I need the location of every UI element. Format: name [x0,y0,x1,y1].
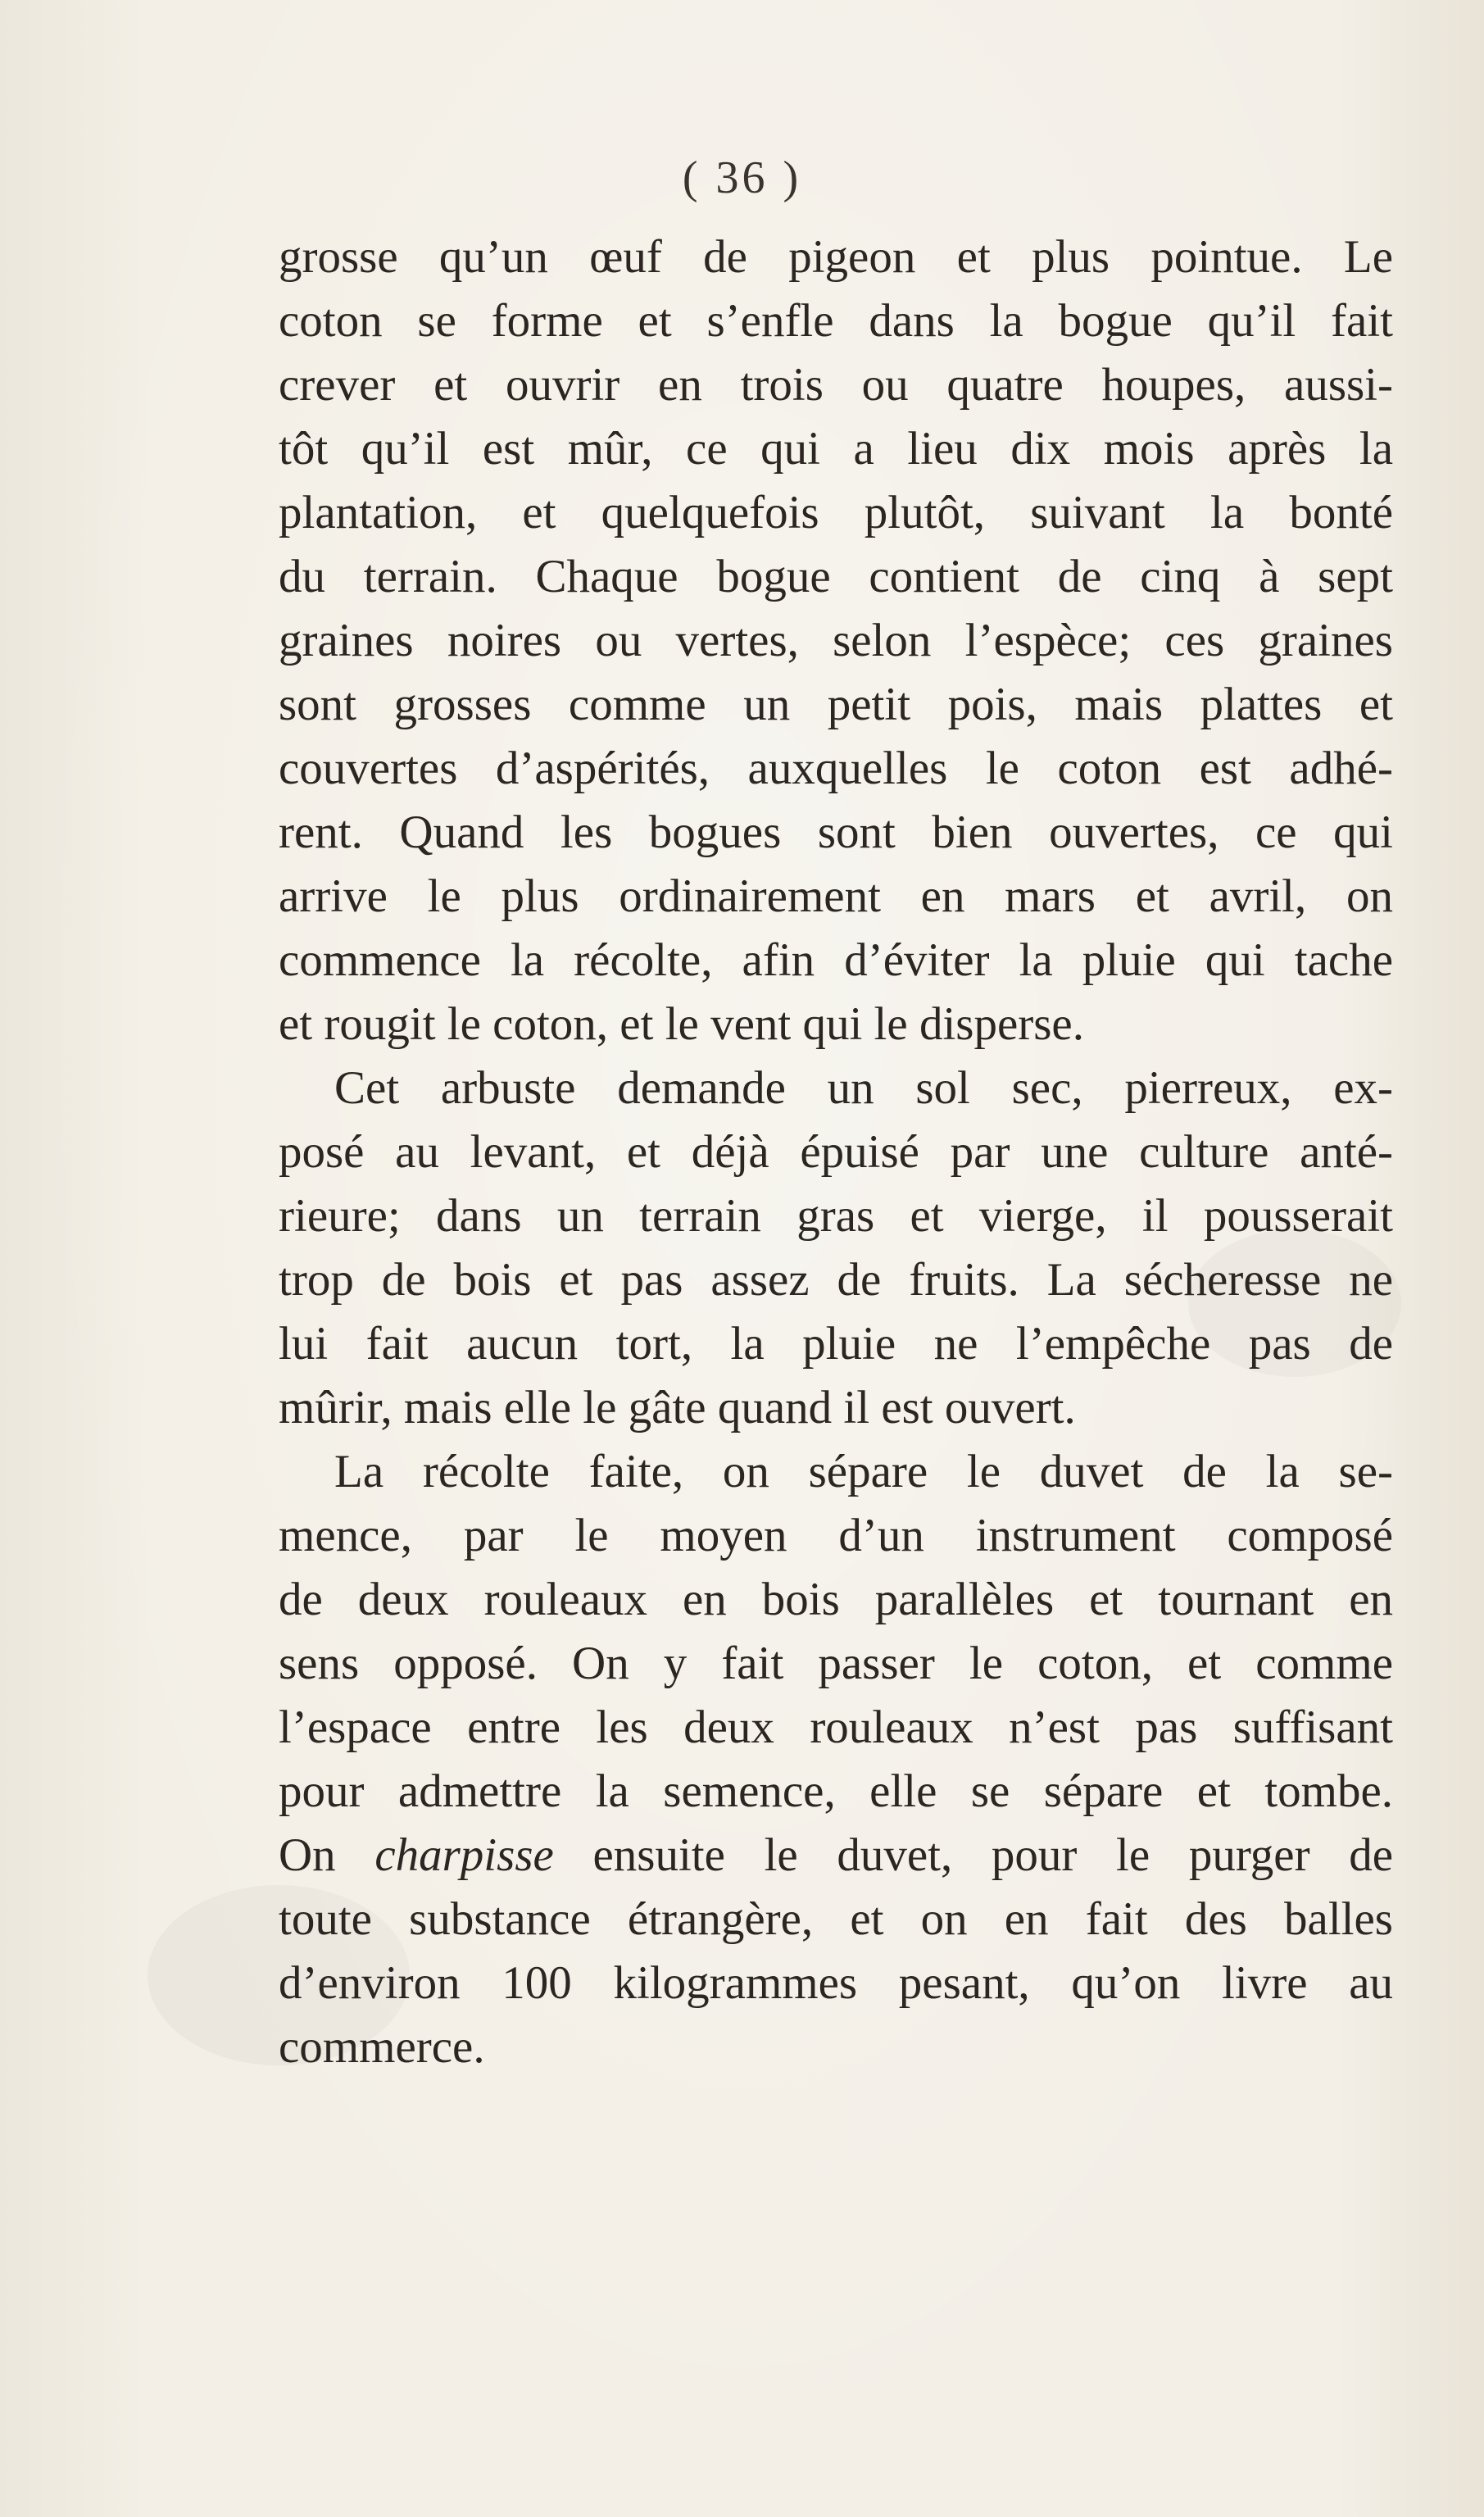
italic-term: charpisse [374,1829,554,1881]
text-line: sens opposé. On y fait passer le coton, et comme [279,1638,1393,1689]
text-line: sont grosses comme un petit pois, mais plattes et [279,679,1393,730]
page-number: ( 36 ) [682,152,802,203]
text-line: et rougit le coton, et le vent qui le disperse. [279,998,1084,1050]
text-line: plantation, et quelquefois plutôt, suivant la bonté [279,487,1393,538]
text-line: couvertes d’aspérités, auxquelles le coton est adhé- [279,743,1393,794]
text-fragment: On [279,1829,375,1881]
text-line: commerce. [279,2021,485,2073]
text-line: de deux rouleaux en bois parallèles et tournant en [279,1574,1393,1625]
text-line: toute substance étrangère, et on en fait des balles [279,1893,1393,1945]
text-line: rieure; dans un terrain gras et vierge, il pousserait [279,1190,1393,1242]
text-line: du terrain. Chaque bogue contient de cinq à sept [279,551,1393,602]
text-line: arrive le plus ordinairement en mars et avril, on [279,870,1393,922]
text-line: lui fait aucun tort, la pluie ne l’empêche pas de [279,1318,1393,1370]
text-line: crever et ouvrir en trois ou quatre houpes, aussi- [279,359,1393,411]
text-line: tôt qu’il est mûr, ce qui a lieu dix mois après la [279,423,1393,475]
text-line: pour admettre la semence, elle se sépare et tombe. [279,1765,1393,1817]
text-line: trop de bois et pas assez de fruits. La sécheresse ne [279,1254,1393,1306]
text-line: La récolte faite, on sépare le duvet de la se- [334,1446,1393,1497]
text-line: commence la récolte, afin d’éviter la pluie qui tache [279,934,1393,986]
text-line: grosse qu’un œuf de pigeon et plus pointue. Le [279,231,1393,283]
text-line: Cet arbuste demande un sol sec, pierreux, ex- [334,1062,1393,1114]
text-line: coton se forme et s’enfle dans la bogue qu’il fait [279,295,1393,347]
text-line: mûrir, mais elle le gâte quand il est ouvert. [279,1382,1076,1433]
text-line: posé au levant, et déjà épuisé par une culture anté- [279,1126,1393,1178]
text-line: graines noires ou vertes, selon l’espèce; ces graines [279,615,1393,666]
text-line: mence, par le moyen d’un instrument composé [279,1510,1393,1561]
text-line: d’environ 100 kilogrammes pesant, qu’on livre au [279,1957,1393,2009]
body-text [279,225,1393,2079]
text-line [279,1824,1393,1888]
text-line: rent. Quand les bogues sont bien ouvertes, ce qui [279,806,1393,858]
text-line: l’espace entre les deux rouleaux n’est pas suffisant [279,1701,1393,1753]
text-fragment: ensuite le duvet, pour le purger de [553,1829,1394,1881]
